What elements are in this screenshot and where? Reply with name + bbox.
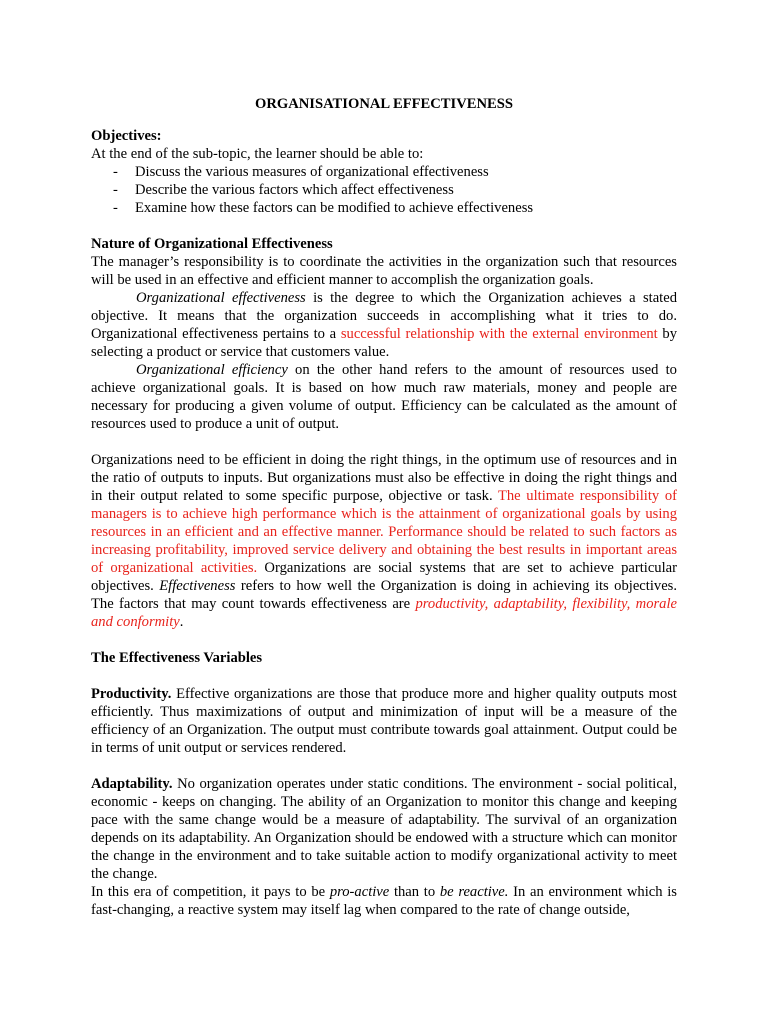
- list-item: [91, 181, 677, 199]
- efficiency-text-3: refers to how well the Organization is doing in achieving its objectives. The factors that may count towards effectiveness are: [91, 578, 677, 612]
- spacer: [91, 667, 677, 685]
- nature-paragraph-2: [91, 289, 677, 361]
- adaptability-p2-mid: than to: [389, 884, 440, 900]
- spacer: [91, 433, 677, 451]
- list-item: [91, 199, 677, 217]
- list-bullet: -: [113, 182, 118, 198]
- efficiency-text-1: Organizations need to be efficient in doing the right things, in the optimum use of resources and in the ratio of outputs to inputs. But organizations must also be effective in doing the right things and in their output related to some specific purpose, objective or task.: [91, 452, 677, 504]
- highlight-managers-responsibility: The ultimate responsibility of managers is to achieve high performance which is the attainment of organizational goals by using resources in an efficient and an effective manner. Performance should be related to such factors as increasing profitability, improved service delivery and obtaining the best results in important areas of organizational activities.: [91, 488, 677, 576]
- nature-p2-end: by selecting a product or service that customers value.: [91, 326, 678, 360]
- productivity-text: Effective organizations are those that produce more and higher quality outputs most efficiently. Thus maximizations of output and minimization of input will be a measure of the efficiency of an Organization. The output must contribute towards goal attainment. Output could be in terms of unit output or services rendered.: [91, 686, 677, 756]
- effectiveness-term: Effectiveness: [159, 578, 236, 594]
- nature-p2-text: is the degree to which the Organization achieves a stated objective. It means that the organization succeeds in accomplishing what it tries to do. Organizational effectiveness pertains to a: [91, 290, 678, 342]
- highlight-factors: productivity, adaptability, flexibility, morale and conformity: [91, 596, 678, 630]
- adaptability-text: No organization operates under static conditions. The environment - social political, economic - keeps on changing. The ability of an Organization to monitor this change and keeping pace with the same change would be a measure of adaptability. The survival of an organization depends on its adaptability. An Organization should be endowed with a structure which can monitor the change in the environment and to take suitable action to modify organizational activity to meet the change.: [91, 776, 677, 882]
- nature-heading: Nature of Organizational Effectiveness: [91, 236, 333, 252]
- effectiveness-term: Organizational effectiveness: [136, 290, 306, 306]
- objectives-list: [91, 163, 677, 217]
- nature-paragraph-3: [91, 361, 677, 433]
- spacer: [91, 757, 677, 775]
- highlight-external-relationship: successful relationship with the external environment: [340, 326, 658, 342]
- objective-text: Examine how these factors can be modified to achieve effectiveness: [135, 200, 534, 216]
- proactive-term: pro-active: [329, 884, 390, 900]
- efficiency-term: Organizational efficiency: [136, 362, 288, 378]
- list-item: [91, 163, 677, 181]
- adaptability-p2-start: In this era of competition, it pays to be: [91, 884, 330, 900]
- adaptability-lead: Adaptability.: [91, 776, 173, 792]
- productivity-lead: Productivity.: [91, 686, 172, 702]
- efficiency-end: .: [179, 614, 184, 630]
- list-bullet: -: [113, 164, 118, 180]
- productivity-paragraph: [91, 685, 677, 757]
- reactive-term: be reactive.: [439, 884, 509, 900]
- adaptability-paragraph-2: [91, 883, 677, 919]
- document-page: [91, 95, 677, 919]
- efficiency-text-2: Organizations are social systems that are set to achieve particular objectives.: [91, 560, 677, 594]
- objective-text: Discuss the various measures of organizational effectiveness: [135, 164, 489, 180]
- adaptability-p2-end: In an environment which is fast-changing, a reactive system may itself lag when compared to the rate of change outside,: [91, 884, 677, 918]
- objective-text: Describe the various factors which affect effectiveness: [135, 182, 454, 198]
- list-bullet: -: [113, 200, 118, 216]
- nature-p3-text: on the other hand refers to the amount of resources used to achieve organizational goals. It is based on how much raw materials, money and people are necessary for producing a given volume of output. Efficiency can be calculated as the amount of resources used to produce a unit of output.: [91, 362, 677, 432]
- spacer: [91, 217, 677, 235]
- nature-paragraph-1: The manager’s responsibility is to coordinate the activities in the organization such that resources will be used in an effective and efficient manner to accomplish the organization goals.: [91, 254, 677, 288]
- efficiency-paragraph: [91, 451, 677, 631]
- adaptability-paragraph: [91, 775, 677, 883]
- spacer: [91, 631, 677, 649]
- variables-heading: The Effectiveness Variables: [91, 650, 263, 666]
- document-title: ORGANISATIONAL EFFECTIVENESS: [254, 96, 514, 112]
- objectives-intro: At the end of the sub-topic, the learner should be able to:: [91, 146, 424, 162]
- objectives-heading: Objectives:: [91, 128, 162, 144]
